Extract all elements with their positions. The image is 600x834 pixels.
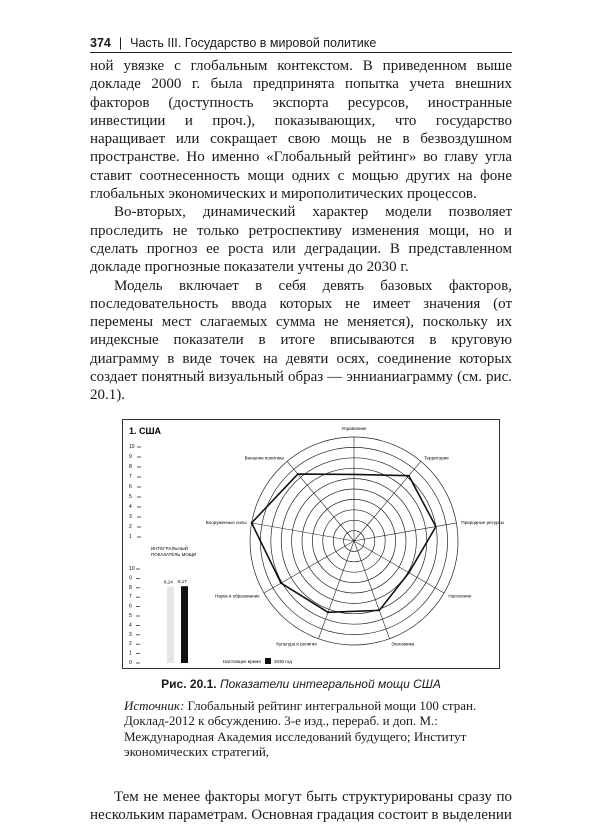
integral-tick-label: 0 bbox=[129, 659, 132, 666]
radar-axis-label: Управление bbox=[341, 425, 367, 431]
integral-label: ПОКАЗАТЕЛЬ МОЩИ bbox=[151, 551, 197, 557]
integral-label: ИНТЕГРАЛЬНЫЙ bbox=[151, 545, 188, 551]
running-title: Часть III. Государство в мировой политике bbox=[130, 36, 377, 50]
radar-axis bbox=[287, 461, 354, 541]
page-number: 374 bbox=[90, 36, 111, 50]
radar-point bbox=[327, 611, 329, 613]
caption-text: Показатели интегральной мощи США bbox=[219, 676, 441, 691]
paragraph: ной увязке с глобальным контекстом. В приведенном выше докладе 2000 г. была предпринята попытка учета внешних факторов (доступность экспорта ресурсов, иностранные инвестиции и проч.), показывающих, что государство наращивает или сокращает свою мощь не в безвоздушном пространстве. Но именно «Глобальный рейтинг» во главу угла ставит соотнесенность мощи одних с мощью других на фоне глобальных экономических и мирополитических процессов. bbox=[90, 58, 512, 203]
source-text: Глобальный рейтинг интегральной мощи 100 стран. Доклад-2012 к обсуждению. 3-е изд., перераб. и доп. М.: Международная Академия исследований будущего; Институт экономических стратегий, bbox=[124, 697, 477, 760]
integral-bar-present bbox=[167, 586, 174, 663]
radar-point bbox=[251, 522, 253, 524]
paragraph: Во-вторых, динамический характер модели позволяет проследить не только ретроспективу изменения мощи, но и сделать прогноз ее роста или деградации. В представленном докладе прогнозные показатели учтены до 2030 г. bbox=[90, 204, 512, 276]
integral-tick-label: 7 bbox=[129, 593, 132, 600]
integral-bar-2030 bbox=[181, 586, 188, 663]
integral-bar-label: 8,14 bbox=[164, 579, 173, 585]
radar-axis-label: Население bbox=[448, 593, 472, 599]
scale-tick-label: 3 bbox=[129, 513, 132, 520]
legend-present-label: Настоящее время bbox=[223, 658, 261, 664]
radar-point bbox=[408, 572, 410, 574]
integral-tick-label: 1 bbox=[129, 650, 132, 657]
radar-axis bbox=[252, 523, 354, 541]
scale-tick-label: 7 bbox=[129, 473, 132, 480]
radar-axis bbox=[354, 461, 421, 541]
radar-point bbox=[297, 473, 299, 475]
figure-enneagram bbox=[122, 419, 505, 669]
radar-axis-label: Вооруженные силы bbox=[205, 519, 247, 525]
integral-tick-label: 9 bbox=[129, 575, 132, 582]
body-text bbox=[90, 57, 512, 405]
header-separator: | bbox=[118, 36, 123, 50]
radar-point bbox=[408, 475, 410, 477]
scale-tick-label: 2 bbox=[129, 523, 132, 530]
integral-tick-label: 8 bbox=[129, 584, 132, 591]
figure-caption bbox=[90, 677, 512, 692]
integral-tick-label: 3 bbox=[129, 631, 132, 638]
chart-title: 1. США bbox=[129, 425, 162, 436]
radar-point bbox=[378, 609, 380, 611]
running-header bbox=[90, 36, 512, 53]
radar-chart bbox=[123, 420, 505, 667]
legend-2030-label: 2030 год bbox=[274, 658, 292, 664]
scale-tick-label: 4 bbox=[129, 503, 132, 510]
scale-tick-label: 8 bbox=[129, 463, 132, 470]
radar-axis-label: Наука и образование bbox=[215, 593, 260, 599]
radar-axis bbox=[264, 541, 354, 593]
scale-tick-label: 9 bbox=[129, 453, 132, 460]
scale-tick-label: 1 bbox=[129, 533, 132, 540]
radar-point bbox=[280, 582, 282, 584]
scale-tick-label: 10 bbox=[129, 443, 135, 450]
integral-tick-label: 6 bbox=[129, 603, 132, 610]
source-label: Источник: bbox=[124, 697, 185, 713]
integral-tick-label: 10 bbox=[129, 565, 135, 572]
radar-axis bbox=[354, 523, 456, 541]
integral-tick-label: 5 bbox=[129, 612, 132, 619]
radar-axis-label: Внешняя политика bbox=[244, 455, 284, 461]
book-page bbox=[90, 0, 512, 834]
radar-axis-label: Культура и религия bbox=[276, 641, 317, 647]
integral-bar-label: 8,17 bbox=[178, 578, 187, 584]
paragraph: Модель включает в себя девять базовых факторов, последовательность ввода которых не имеет значения (от перемены мест слагаемых сумма не меняется), поскольку их индексные показатели в итоге вписываются в круговую диаграмму в виде точек на девяти осях, соединение которых создает понятный визуальный образ — эннианиаграмму (см. рис. 20.1). bbox=[90, 277, 512, 404]
radar-axis-label: Экономика bbox=[391, 641, 415, 647]
caption-label: Рис. 20.1. bbox=[161, 676, 217, 691]
radar-point bbox=[435, 525, 437, 527]
scale-tick-label: 5 bbox=[129, 493, 132, 500]
radar-point bbox=[353, 473, 355, 475]
radar-axis-label: Территория bbox=[424, 455, 449, 461]
integral-tick-label: 4 bbox=[129, 622, 132, 629]
figure-source bbox=[124, 698, 512, 760]
scale-tick-label: 6 bbox=[129, 483, 132, 490]
closing-paragraph: Тем не менее факторы могут быть структурированы сразу по нескольким параметрам. Основная градация состоит в выделении bbox=[90, 788, 512, 823]
legend-swatch bbox=[265, 658, 271, 664]
integral-tick-label: 2 bbox=[129, 640, 132, 647]
radar-axis-label: Природные ресурсы bbox=[461, 519, 505, 525]
